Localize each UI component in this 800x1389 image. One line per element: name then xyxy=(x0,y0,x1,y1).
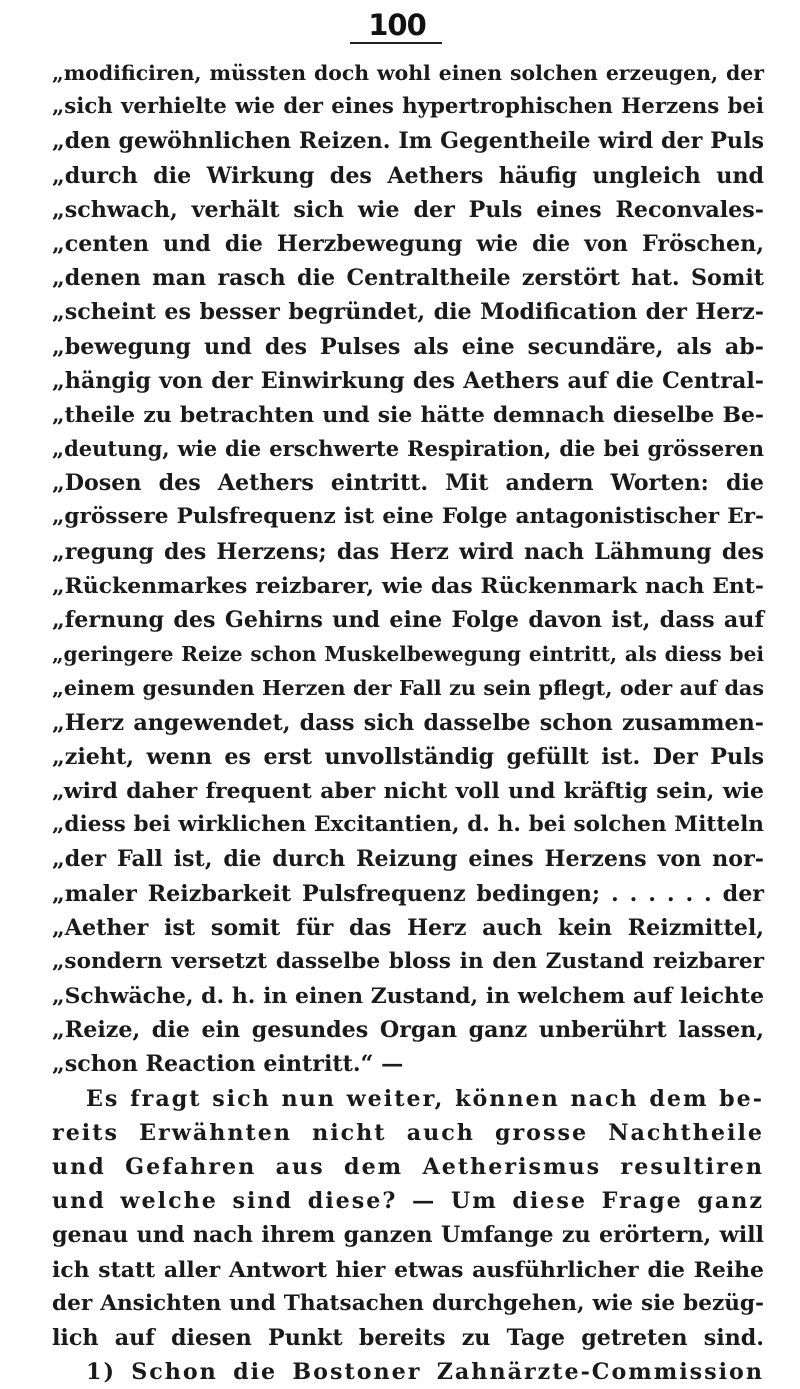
text-line: „sich verhielte wie der eines hypertrophischen Herzens bei xyxy=(52,94,764,120)
text-line: „scheint es besser begründet, die Modification der Herz- xyxy=(52,299,764,326)
text-line: „regung des Herzens; das Herz wird nach Lähmung des xyxy=(52,538,764,565)
body-text xyxy=(52,56,764,1389)
text-line: „bewegung und des Pulses als eine secundäre, als ab- xyxy=(52,333,764,360)
text-line: „Rückenmarkes reizbarer, wie das Rückenmark nach Ent- xyxy=(52,572,764,599)
page-number: 100 xyxy=(368,8,426,42)
text-line: „einem gesunden Herzen der Fall zu sein pflegt, oder auf das xyxy=(52,676,764,701)
text-line: „wird daher frequent aber nicht voll und kräftig sein, wie xyxy=(52,777,764,804)
text-line: „denen man rasch die Centraltheile zerstört hat. Somit xyxy=(52,265,764,292)
text-line: und Gefahren aus dem Aetherismus resultiren xyxy=(52,1154,764,1180)
text-line: „der Fall ist, die durch Reizung eines Herzens von nor- xyxy=(52,846,764,873)
text-line: „Aether ist somit für das Herz auch kein Reizmittel, xyxy=(52,914,764,941)
text-line: „sondern versetzt dasselbe bloss in den Zustand reizbarer xyxy=(52,948,764,974)
text-line: „hängig von der Einwirkung des Aethers auf die Central- xyxy=(52,367,764,394)
text-line: „centen und die Herzbewegung wie die von Fröschen, xyxy=(52,230,764,257)
text-line: der Ansichten und Thatsachen durchgehen, wie sie bezüg- xyxy=(52,1290,764,1316)
text-line: lich auf diesen Punkt bereits zu Tage getreten sind. xyxy=(52,1324,764,1351)
text-line: „fernung des Gehirns und eine Folge davon ist, dass auf xyxy=(52,607,764,633)
text-line: „Dosen des Aethers eintritt. Mit andern Worten: die xyxy=(52,470,764,497)
text-line: 1) Schon die Bostoner Zahnärzte-Commission xyxy=(86,1359,764,1386)
text-line: „modificiren, müssten doch wohl einen solchen erzeugen, der xyxy=(52,61,764,85)
text-line: „maler Reizbarkeit Pulsfrequenz bedingen; . . . . . . der xyxy=(52,880,764,907)
text-line: reits Erwähnten nicht auch grosse Nachtheile xyxy=(52,1119,764,1146)
text-line: genau und nach ihrem ganzen Umfange zu erörtern, will xyxy=(52,1222,764,1249)
text-line: Es fragt sich nun weiter, können nach dem be- xyxy=(86,1085,764,1112)
text-line: „grössere Pulsfrequenz ist eine Folge antagonistischer Er- xyxy=(52,504,764,530)
text-line: „diess bei wirklichen Excitantien, d. h. bei solchen Mitteln xyxy=(52,812,764,838)
text-line: ich statt aller Antwort hier etwas ausführlicher die Reihe xyxy=(52,1256,764,1283)
text-line: „Schwäche, d. h. in einen Zustand, in welchem auf leichte xyxy=(52,983,764,1010)
text-line: „deutung, wie die erschwerte Respiration, die bei grösseren xyxy=(52,436,764,462)
page-number-rule xyxy=(350,42,442,44)
text-line: „zieht, wenn es erst unvollständig gefüllt ist. Der Puls xyxy=(52,743,764,770)
text-line: „schon Reaction eintritt.“ — xyxy=(52,1051,404,1078)
text-line: „schwach, verhält sich wie der Puls eines Reconvales- xyxy=(52,196,764,223)
text-line: „Herz angewendet, dass sich dasselbe schon zusammen- xyxy=(52,709,764,736)
text-line: „durch die Wirkung des Aethers häufig ungleich und xyxy=(52,162,764,189)
text-line: „den gewöhnlichen Reizen. Im Gegentheile wird der Puls xyxy=(52,128,764,155)
text-line: und welche sind diese? — Um diese Frage ganz xyxy=(52,1188,764,1215)
text-line: „theile zu betrachten und sie hätte demnach dieselbe Be- xyxy=(52,401,764,428)
text-line: „geringere Reize schon Muskelbewegung eintritt, als diess bei xyxy=(52,642,764,667)
text-line: „Reize, die ein gesundes Organ ganz unberührt lassen, xyxy=(52,1017,764,1044)
